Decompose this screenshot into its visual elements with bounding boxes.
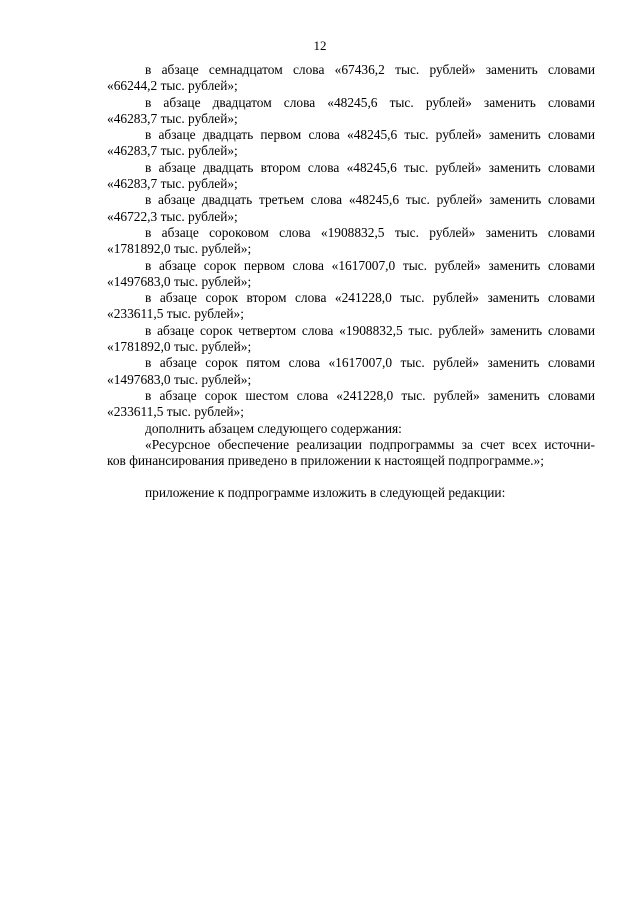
paragraph-line: «46283,7 тыс. рублей»; bbox=[107, 110, 238, 126]
addition-paragraph bbox=[107, 437, 595, 470]
amendment-paragraph bbox=[107, 192, 595, 225]
paragraph-line: «46283,7 тыс. рублей»; bbox=[107, 176, 238, 192]
addition-intro: дополнить абзацем следующего содержания: bbox=[145, 420, 402, 436]
paragraph-line: «1781892,0 тыс. рублей»; bbox=[107, 241, 252, 257]
amendment-paragraph bbox=[107, 160, 595, 193]
paragraph-line: «46283,7 тыс. рублей»; bbox=[107, 143, 238, 159]
amendment-paragraph bbox=[107, 388, 595, 421]
paragraph-line: в абзаце двадцать третьем слова «48245,6 тыс. рублей» заменить словами bbox=[145, 192, 595, 208]
amendment-paragraph bbox=[107, 95, 595, 128]
paragraph-line: «1497683,0 тыс. рублей»; bbox=[107, 273, 252, 289]
amendment-paragraph bbox=[107, 225, 595, 258]
amendment-paragraph bbox=[107, 323, 595, 356]
paragraph-line: в абзаце сороковом слова «1908832,5 тыс. рублей» заменить словами bbox=[145, 224, 595, 240]
final-instruction: приложение к подпрограмме изложить в следующей редакции: bbox=[145, 485, 506, 501]
paragraph-line: «233611,5 тыс. рублей»; bbox=[107, 404, 244, 420]
amendment-paragraph bbox=[107, 62, 595, 95]
paragraph-line: в абзаце сорок пятом слова «1617007,0 тыс. рублей» заменить словами bbox=[145, 355, 595, 371]
amendment-paragraph bbox=[107, 355, 595, 388]
paragraph-line: в абзаце сорок первом слова «1617007,0 тыс. рублей» заменить словами bbox=[145, 257, 595, 273]
paragraph-line: в абзаце сорок четвертом слова «1908832,5 тыс. рублей» заменить словами bbox=[145, 322, 595, 338]
paragraph-line: ков финансирования приведено в приложении к настоящей подпрограмме.»; bbox=[107, 453, 544, 469]
document-body bbox=[107, 62, 595, 502]
paragraph-line: «233611,5 тыс. рублей»; bbox=[107, 306, 244, 322]
paragraph-line: «1497683,0 тыс. рублей»; bbox=[107, 371, 252, 387]
amendment-paragraph bbox=[107, 127, 595, 160]
amendment-paragraph bbox=[107, 290, 595, 323]
paragraph-line: в абзаце семнадцатом слова «67436,2 тыс. рублей» заменить словами bbox=[145, 62, 595, 77]
paragraph-line: «46722,3 тыс. рублей»; bbox=[107, 208, 238, 224]
page-number: 12 bbox=[313, 38, 327, 53]
paragraph-line: «66244,2 тыс. рублей»; bbox=[107, 78, 238, 94]
paragraph-line: в абзаце двадцатом слова «48245,6 тыс. рублей» заменить словами bbox=[145, 94, 595, 110]
paragraph-line: в абзаце сорок шестом слова «241228,0 тыс. рублей» заменить словами bbox=[145, 387, 595, 403]
paragraph-line: в абзаце двадцать втором слова «48245,6 тыс. рублей» заменить словами bbox=[145, 159, 595, 175]
paragraph-line: «Ресурсное обеспечение реализации подпрограммы за счет всех источни- bbox=[145, 436, 595, 452]
paragraph-line: в абзаце двадцать первом слова «48245,6 тыс. рублей» заменить словами bbox=[145, 127, 595, 143]
amendment-paragraph bbox=[107, 258, 595, 291]
spacer bbox=[107, 469, 595, 485]
paragraph-line: «1781892,0 тыс. рублей»; bbox=[107, 339, 252, 355]
paragraph-line: в абзаце сорок втором слова «241228,0 тыс. рублей» заменить словами bbox=[145, 290, 595, 306]
